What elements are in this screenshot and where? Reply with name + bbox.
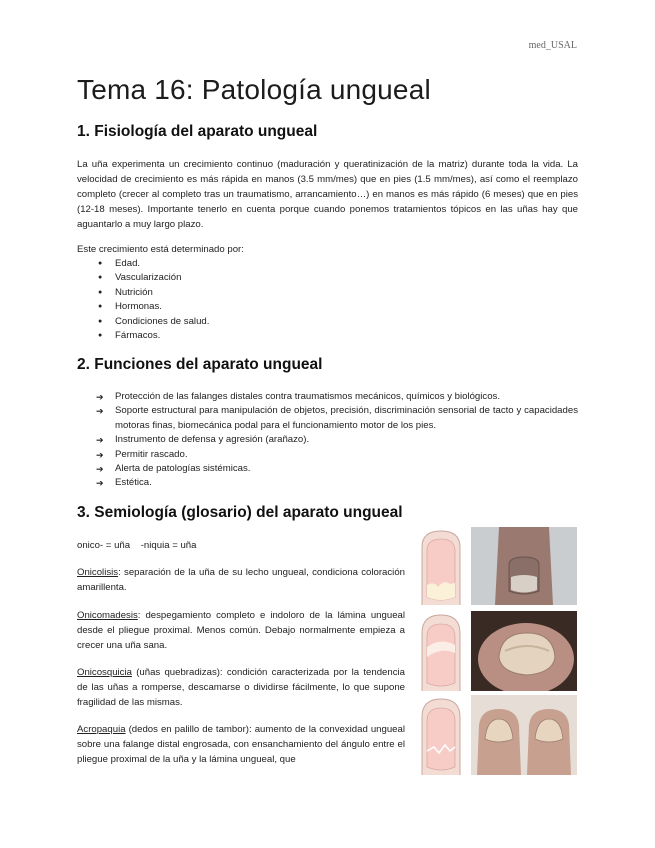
onicolisis-illustration xyxy=(414,527,469,605)
glossary-definition: : despegamiento completo e indoloro de la lámina ungueal desde el pliegue proximal. Menos común. Debajo normalmente empieza a crecer una uña sana. xyxy=(77,610,405,651)
growth-factors-list xyxy=(77,257,209,343)
glossary-term: Acropaquia xyxy=(77,724,126,735)
list-item: ● Hormonas. xyxy=(77,300,209,314)
glossary-definition: : separación de la uña de su lecho ungueal, condiciona coloración amarillenta. xyxy=(77,567,405,593)
glossary-term: Onicomadesis xyxy=(77,610,138,621)
section-1-paragraph: La uña experimenta un crecimiento continuo (maduración y queratinización de la matriz) durante toda la vida. La velocidad de crecimiento es más rápida en manos (3.5 mm/mes) que en pies (1.5 mm/mes), así como el reemplazo completo (crecer al completo tras un traumatismo, arrancamiento…) en manos es más rápido (6 meses) que en pies (12-18 meses). Importante tenerlo en cuenta porque cuando ponemos tratamientos tópicos en las uñas hay que aguantarlo a muy largo plazo. xyxy=(77,159,578,230)
glossary-definition: (dedos en palillo de tambor): aumento de la convexidad ungueal sobre una falange distal engrosada, con ensanchamiento del ángulo entre el pliegue proximal de la uña y la lámina ungueal, que xyxy=(77,724,405,765)
glossary-entry-onicomadesis xyxy=(77,608,405,653)
glossary-term: Onicolisis xyxy=(77,567,119,578)
list-item: ➔ Protección de las falanges distales contra traumatismos mecánicos, químicos y biológicos. xyxy=(77,390,578,404)
glossary-definition: (uñas quebradizas): condición caracterizada por la tendencia de las uñas a romperse, descamarse o dividirse fácilmente, lo que supone fragilidad de las mismas. xyxy=(77,667,405,708)
list-item: ● Nutrición xyxy=(77,286,209,300)
onicomadesis-illustration xyxy=(414,611,469,691)
onicosquicia-illustration xyxy=(414,695,469,775)
onicomadesis-photo xyxy=(471,611,577,691)
onicolisis-photo xyxy=(471,527,577,605)
list-item: ➔ Permitir rascado. xyxy=(77,448,578,462)
glossary-entry-acropaquia xyxy=(77,722,405,767)
list-item: ● Edad. xyxy=(77,257,209,271)
acropaquia-photo xyxy=(471,695,577,775)
list-item: ➔ Instrumento de defensa y agresión (arañazo). xyxy=(77,433,578,447)
section-1-heading: 1. Fisiología del aparato ungueal xyxy=(77,123,318,140)
growth-intro: Este crecimiento está determinado por: xyxy=(77,244,244,255)
glossary-entry-onicolisis xyxy=(77,565,405,595)
list-item: ● Condiciones de salud. xyxy=(77,315,209,329)
list-item: ➔ Alerta de patologías sistémicas. xyxy=(77,462,578,476)
list-item: ➔ Soporte estructural para manipulación de objetos, precisión, discriminación sensorial de tacto y capacidades motoras finas, biomecánica podal para el funcionamiento motor de los pies. xyxy=(77,404,578,433)
glossary-term: Onicosquicia xyxy=(77,667,132,678)
functions-list xyxy=(77,390,578,491)
list-item: ➔ Estética. xyxy=(77,476,578,490)
section-3-heading: 3. Semiología (glosario) del aparato ungueal xyxy=(77,504,403,521)
section-2-heading: 2. Funciones del aparato ungueal xyxy=(77,356,323,373)
prefix-line: onico- = uña -niquia = uña xyxy=(77,540,197,551)
glossary-entry-onicosquicia xyxy=(77,665,405,710)
document-title: Tema 16: Patología ungueal xyxy=(77,74,431,105)
list-item: ● Fármacos. xyxy=(77,329,209,343)
list-item: ● Vascularización xyxy=(77,271,209,285)
header-tag: med_USAL xyxy=(528,40,577,51)
